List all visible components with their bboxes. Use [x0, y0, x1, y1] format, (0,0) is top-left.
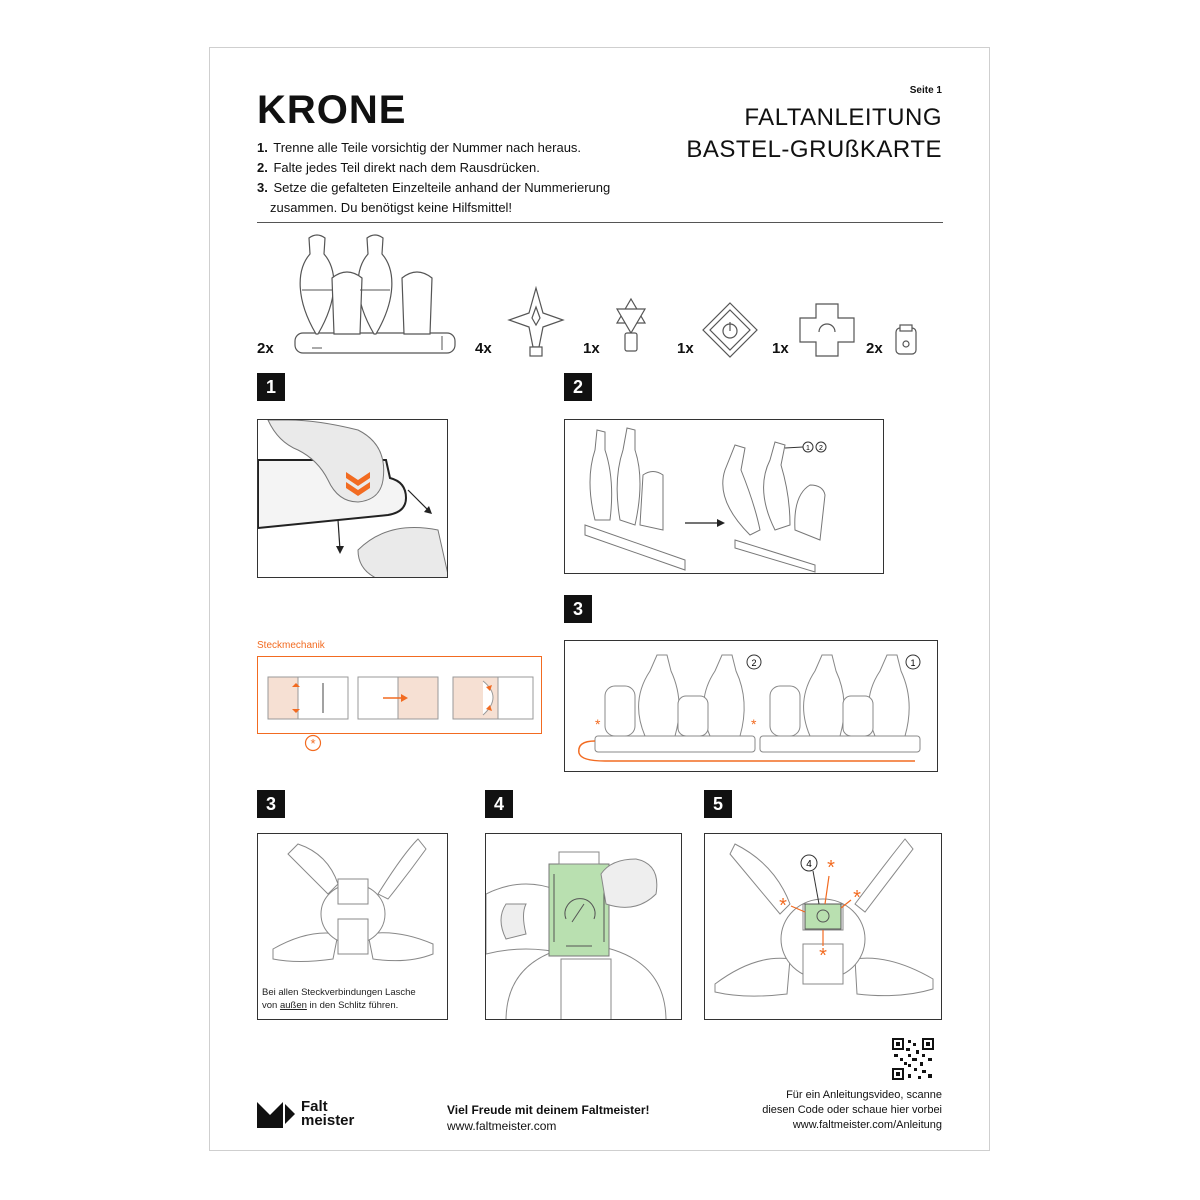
callout-number: 1 — [910, 658, 916, 668]
press-out-part-illustration — [258, 420, 448, 578]
qr-instructions: Für ein Anleitungsvideo, scanne diesen Code oder schaue hier vorbei www.faltmeister.com/Anleitung — [762, 1089, 942, 1131]
plug-connection-note: Bei allen Steckverbindungen Lasche von außen in den Schlitz führen. — [262, 987, 416, 1011]
insert-lock-piece-illustration — [486, 834, 682, 1020]
step-badge: 4 — [485, 790, 513, 818]
qr-code-icon[interactable] — [892, 1038, 934, 1080]
step-3-band-illustration — [564, 640, 938, 772]
step-2-illustration — [564, 419, 884, 574]
star-of-david-part-icon — [612, 295, 650, 360]
fold-band-illustration — [565, 420, 884, 574]
connect-bands-illustration — [565, 641, 938, 772]
svg-text:*: * — [827, 857, 835, 879]
instruction-item: 3. Setze die gefalteten Einzelteile anhand der Nummerierung — [257, 180, 611, 195]
cross-base-part-icon — [796, 300, 858, 360]
svg-text:*: * — [819, 945, 827, 967]
svg-text:*: * — [853, 887, 861, 909]
svg-text:*: * — [595, 716, 601, 732]
callout-number: 1 — [806, 445, 810, 452]
diamond-lock-part-icon — [700, 300, 760, 360]
header-divider — [257, 222, 943, 223]
part-count: 2x — [257, 340, 274, 357]
brand-name-line2: meister — [301, 1112, 355, 1129]
step-3-crown-illustration — [257, 833, 448, 1020]
footer-message — [447, 1102, 650, 1134]
asterisk-marker-icon — [304, 734, 322, 752]
faltmeister-logo-icon — [257, 1102, 297, 1128]
small-tab-part-icon — [893, 322, 919, 358]
step-5-illustration — [704, 833, 942, 1020]
page-title: KRONE — [257, 88, 407, 132]
callout-number: 2 — [751, 658, 757, 668]
step-badge: 3 — [257, 790, 285, 818]
slot-tab-mechanism-illustration — [258, 657, 541, 733]
callout-number: 2 — [819, 445, 823, 452]
part-count: 1x — [583, 340, 600, 357]
page-subtitle: FALTANLEITUNG BASTEL-GRUßKARTE — [686, 104, 942, 163]
crown-band-part-icon — [292, 230, 457, 358]
tutorial-link[interactable]: www.faltmeister.com/Anleitung — [792, 1119, 942, 1131]
part-count: 1x — [677, 340, 694, 357]
callout-number: 4 — [806, 859, 812, 870]
step-badge: 5 — [704, 790, 732, 818]
step-badge: 3 — [564, 595, 592, 623]
part-count: 2x — [866, 340, 883, 357]
step-badge: 2 — [564, 373, 592, 401]
crown-assembly-illustration — [258, 834, 448, 984]
website-link[interactable]: www.faltmeister.com — [447, 1119, 557, 1133]
instruction-item: 2. Falte jedes Teil direkt nach dem Rausdrücken. — [257, 160, 540, 175]
svg-text:*: * — [779, 895, 787, 917]
brand-name-line1: Falt — [301, 1098, 328, 1115]
step-badge: 1 — [257, 373, 285, 401]
slogan: Viel Freude mit deinem Faltmeister! — [447, 1103, 650, 1117]
instruction-item: 1. Trenne alle Teile vorsichtig der Nummer nach heraus. — [257, 140, 582, 155]
finished-crown-illustration — [705, 834, 942, 1020]
svg-text:*: * — [310, 736, 316, 751]
svg-text:*: * — [751, 716, 757, 732]
mechanism-label: Steckmechanik — [257, 640, 325, 651]
step-1-illustration — [257, 419, 448, 578]
instruction-item-continued: zusammen. Du benötigst keine Hilfsmittel! — [270, 200, 513, 215]
star-point-part-icon — [505, 285, 567, 360]
page-number: Seite 1 — [909, 85, 942, 96]
mechanism-diagram — [257, 656, 542, 734]
part-count: 4x — [475, 340, 492, 357]
step-4-illustration — [485, 833, 682, 1020]
part-count: 1x — [772, 340, 789, 357]
instruction-list — [257, 138, 677, 218]
